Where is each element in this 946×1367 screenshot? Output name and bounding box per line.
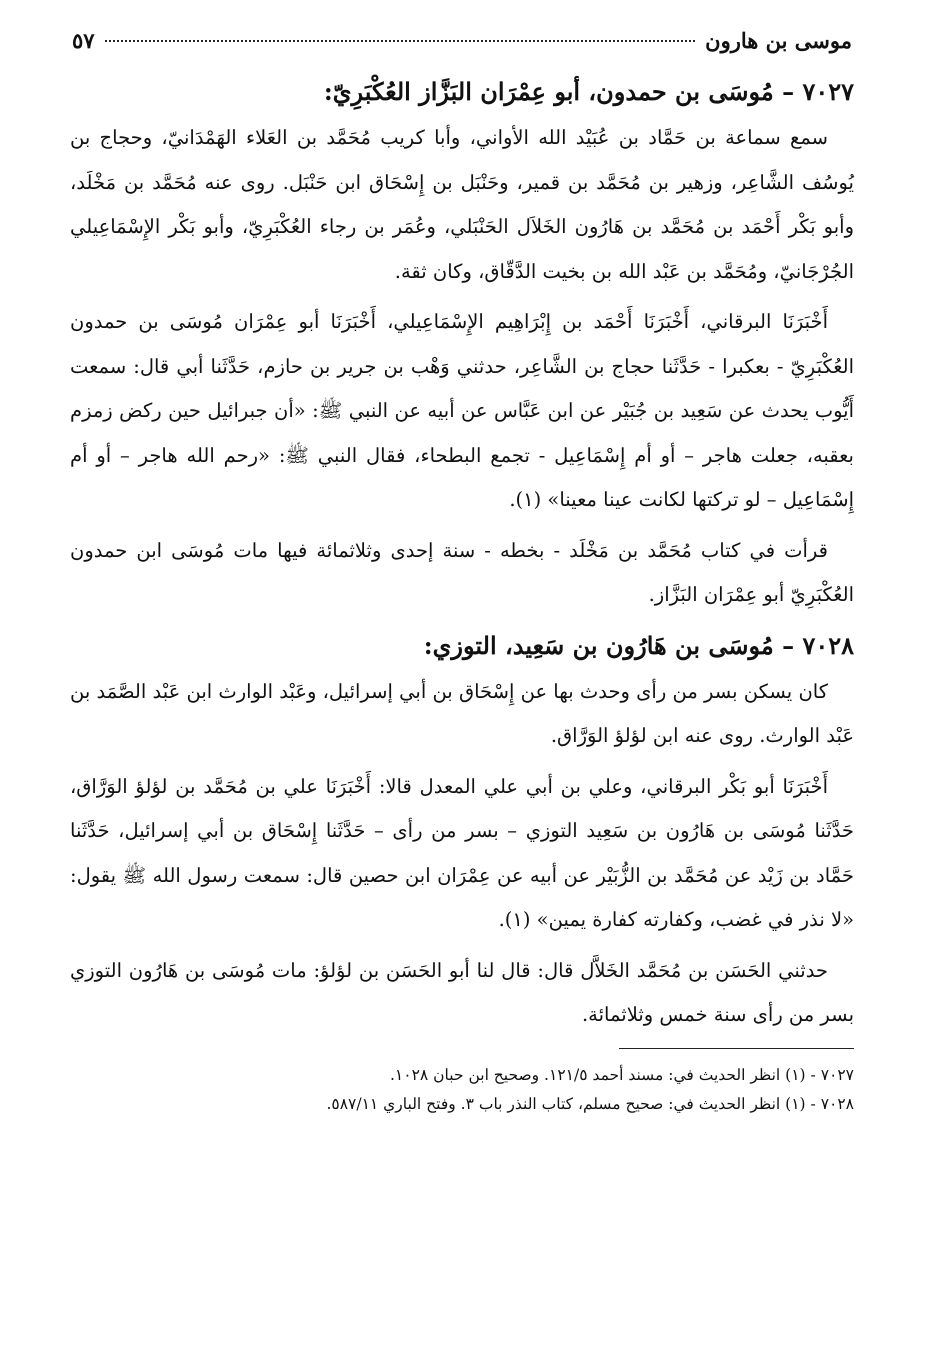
hadith-paragraph: أَخْبَرَنَا البرقاني، أَخْبَرَنَا أَحْمَد بن إِبْرَاهِيم الإِسْمَاعِيلي، أَخْبَرَنَا أبو عِمْرَان مُوسَى بن حمدون العُكْبَرِيّ - بعكبرا - حَدَّثَنا حجاج بن الشَّاعِر، حدثني وَهْب بن جرير بن حازم، حَدَّثَنا أبي قال: سمعت أَيُّوب يحدث عن سَعِيد بن جُبَيْر عن ابن عَبَّاس عن أبيه عن النبي ﷺ: «أن جبرائيل حين ركض زمزم بعقبه، جعلت هاجر – أو أم إِسْمَاعِيل - تجمع البطحاء، فقال النبي ﷺ: «رحم الله هاجر – أو أم إِسْمَاعِيل – لو تركتها لكانت عينا معينا» (١). bbox=[70, 310, 854, 511]
leader-dots bbox=[105, 40, 696, 42]
death-note-paragraph: حدثني الحَسَن بن مُحَمَّد الخَلاَّل قال: قال لنا أبو الحَسَن بن لؤلؤ: مات مُوسَى بن هَارُون التوزي بسر من رأى سنة خمس وثلاثمائة. bbox=[70, 958, 854, 1026]
footnote: ٧٠٢٧ - (١) انظر الحديث في: مسند أحمد ١٢١/٥. وصحيح ابن حبان ١٠٢٨. bbox=[389, 1065, 854, 1084]
biography-paragraph: سمع سماعة بن حَمَّاد بن عُبَيْد الله الأواني، وأبا كريب مُحَمَّد بن العَلاء الهَمْدَانيّ، وحجاج بن يُوسُف الشَّاعِر، وزهير بن مُحَمَّد بن قمير، وحَنْبَل بن إِسْحَاق ابن حَنْبَل. روى عنه مُحَمَّد بن مَخْلَد، وأبو بَكْر أَحْمَد بن مُحَمَّد بن هَارُون الخَلاَل الحَنْبَلي، وعُمَر بن رجاء العُكْبَرِيّ، وأبو بَكْر الإِسْمَاعِيلي الجُرْجَانيّ، ومُحَمَّد بن عَبْد الله بن بخيت الدَّقّاق، وكان ثقة. bbox=[70, 126, 854, 283]
entry-heading: ٧٠٢٨ – مُوسَى بن هَارُون بن سَعِيد، التوزي: bbox=[423, 630, 854, 660]
hadith-paragraph: أَخْبَرَنَا أبو بَكْر البرقاني، وعلي بن أبي علي المعدل قالا: أَخْبَرَنَا علي بن مُحَمَّد بن لؤلؤ الوَرَّاق، حَدَّثَنا مُوسَى بن هَارُون بن سَعِيد التوزي – بسر من رأى – حَدَّثَنا إِسْحَاق بن أبي إسرائيل، حَدَّثَنا حَمَّاد بن زَيْد عن مُحَمَّد بن الزُّبَيْر عن أبيه عن عِمْرَان ابن حصين قال: سمعت رسول الله ﷺ يقول: «لا نذر في غضب، وكفارته كفارة يمين» (١). bbox=[70, 774, 854, 931]
page-number: ٥٧ bbox=[72, 28, 95, 53]
footnotes bbox=[70, 1061, 854, 1119]
biography-paragraph: كان يسكن بسر من رأى وحدث بها عن إِسْحَاق بن أبي إسرائيل، وعَبْد الوارث ابن عَبْد الصَّمَد بن عَبْد الوارث. روى عنه ابن لؤلؤ الوَرَّاق. bbox=[70, 679, 854, 747]
footnote-divider bbox=[619, 1048, 854, 1049]
footnote: ٧٠٢٨ - (١) انظر الحديث في: صحيح مسلم، كتاب النذر باب ٣. وفتح الباري ٥٨٧/١١. bbox=[326, 1094, 854, 1113]
entry-7027 bbox=[70, 70, 854, 618]
entry-heading: ٧٠٢٧ – مُوسَى بن حمدون، أبو عِمْرَان البَزَّاز العُكْبَرِيّ: bbox=[323, 77, 854, 106]
death-note-paragraph: قرأت في كتاب مُحَمَّد بن مَخْلَد - بخطه - سنة إحدى وثلاثمائة فيها مات مُوسَى ابن حمدون العُكْبَرِيّ أبو عِمْرَان البَزَّاز. bbox=[70, 538, 854, 606]
book-page bbox=[70, 28, 854, 1347]
running-head bbox=[70, 28, 854, 68]
running-head-title: موسى بن هارون bbox=[705, 28, 852, 53]
entry-7028 bbox=[70, 624, 854, 1038]
